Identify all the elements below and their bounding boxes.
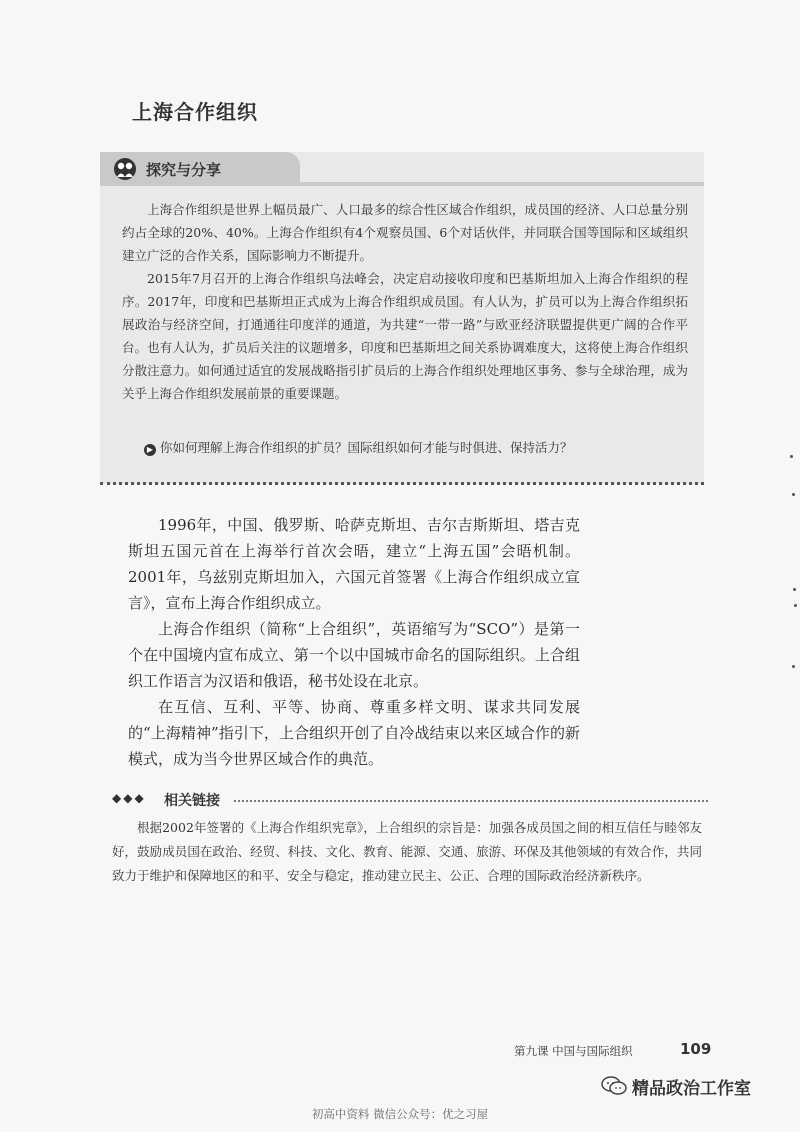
explore-title: 探究与分享: [146, 161, 222, 179]
wechat-icon: [600, 1075, 628, 1097]
related-links-header: [112, 790, 708, 810]
page-number: 109: [680, 1040, 712, 1058]
explore-share-icon: [112, 156, 138, 182]
scan-speck: [792, 665, 795, 668]
related-links-title: 相关链接: [164, 793, 220, 809]
scan-speck: [794, 604, 797, 607]
page-title: 上海合作组织: [132, 100, 258, 124]
main-text: [128, 512, 580, 772]
explore-question: [144, 438, 684, 456]
related-dotted-line: [234, 800, 708, 802]
explore-paragraph: 2015年7月召开的上海合作组织乌法峰会，决定启动接收印度和巴基斯坦加入上海合作组织的程序。2017年，印度和巴基斯坦正式成为上海合作组织成员国。有人认为，扩员可以为上海合作组织拓展政治与经济空间，打通通往印度洋的通道，为共建“一带一路”与欧亚经济联盟提供更广阔的合作平台。也有人认为，扩员后关注的议题增多，印度和巴基斯坦之间关系协调难度大，这将使上海合作组织分散注意力。如何通过适宜的发展战略指引扩员后的上海合作组织处理地区事务、参与全球治理，成为关乎上海合作组织发展前景的重要课题。: [122, 271, 688, 401]
watermark-text: 精品政治工作室: [632, 1079, 751, 1099]
diamond-bullets-icon: ◆◆◆: [112, 791, 146, 805]
explore-paragraph: 上海合作组织是世界上幅员最广、人口最多的综合性区域合作组织，成员国的经济、人口总量分别约占全球的20%、40%。上海合作组织有4个观察员国、6个对话伙伴，并同联合国等国际和区域组织建立广泛的合作关系，国际影响力不断提升。: [122, 202, 688, 263]
explore-body: [122, 198, 688, 405]
main-paragraph: 上海合作组织（简称“上合组织”，英语缩写为“SCO”）是第一个在中国境内宣布成立、第一个以中国城市命名的国际组织。上合组织工作语言为汉语和俄语，秘书处设在北京。: [128, 620, 580, 690]
explore-share-box: [100, 152, 704, 484]
scan-speck: [793, 588, 796, 591]
footer-lesson-title: 第九课 中国与国际组织: [514, 1044, 633, 1058]
question-text: 你如何理解上海合作组织的扩员？国际组织如何才能与时俱进、保持活力？: [160, 440, 573, 455]
explore-header-tab: [100, 152, 300, 186]
scan-speck: [792, 493, 795, 496]
bottom-source-note: 初高中资料 微信公众号：优之习屋: [311, 1107, 489, 1121]
dotted-divider: [100, 482, 704, 485]
play-bullet-icon: ▶: [144, 444, 156, 456]
related-paragraph: 根据2002年签署的《上海合作组织宪章》，上合组织的宗旨是：加强各成员国之间的相互信任与睦邻友好，鼓励成员国在政治、经贸、科技、文化、教育、能源、交通、旅游、环保及其他领域的有效合作，共同致力于维护和保障地区的和平、安全与稳定，推动建立民主、公正、合理的国际政治经济新秩序。: [112, 820, 702, 883]
scan-speck: [790, 455, 793, 458]
main-paragraph: 在互信、互利、平等、协商、尊重多样文明、谋求共同发展的“上海精神”指引下，上合组织开创了自冷战结束以来区域合作的新模式，成为当今世界区域合作的典范。: [128, 698, 580, 768]
main-paragraph: 1996年，中国、俄罗斯、哈萨克斯坦、吉尔吉斯斯坦、塔吉克斯坦五国元首在上海举行首次会晤，建立“上海五国”会晤机制。2001年，乌兹别克斯坦加入，六国元首签署《上海合作组织成立宣言》，宣布上海合作组织成立。: [128, 516, 580, 612]
related-links-body: [112, 816, 702, 888]
